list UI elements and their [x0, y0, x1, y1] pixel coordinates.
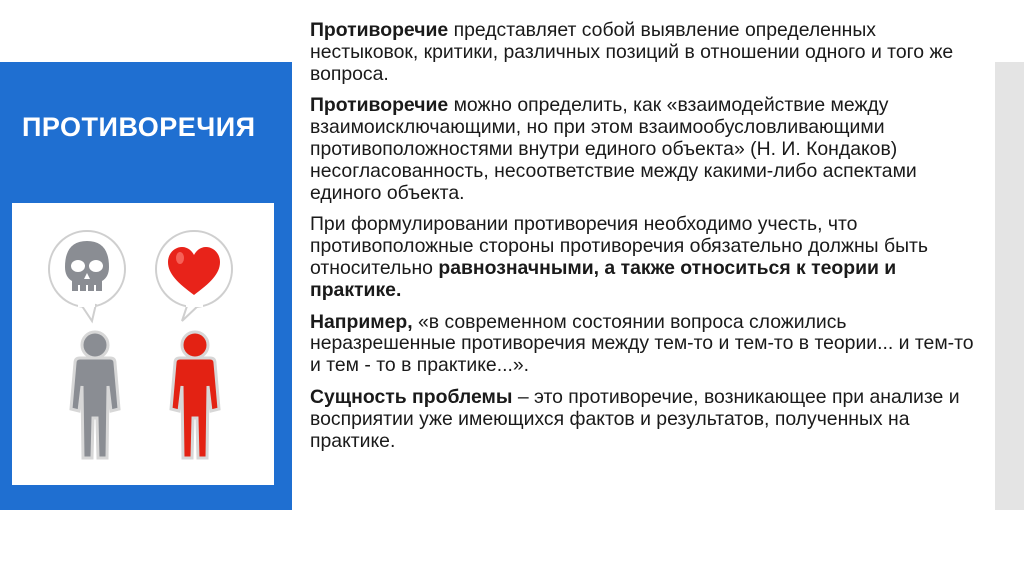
paragraph-text: «в современном состоянии вопроса сложились неразрешенные противоречия между тем-то и тем-то в теории... и тем-то и тем - то в практике...». [310, 310, 974, 377]
skull-bubble [49, 231, 125, 321]
paragraph-text: представляет собой выявление определенных нестыковок, критики, различных позиций в отношении одного и того же вопроса. [310, 19, 954, 85]
bold-phrase: равнозначными, а также относиться к теории и практике. [310, 256, 897, 301]
side-strip [995, 62, 1024, 510]
heart-bubble [156, 231, 232, 321]
grey-person [71, 332, 119, 458]
slide-title: ПРОТИВОРЕЧИЯ [22, 112, 256, 142]
paragraph-formulation [310, 214, 986, 301]
content-text [310, 20, 986, 462]
lead-term: Например, [310, 310, 413, 333]
red-person [171, 332, 219, 458]
lead-term: Противоречие [310, 19, 449, 41]
paragraph-text: можно определить, как «взаимодействие между взаимоисключающими, но при этом взаимообусловливающими противоположностями внутри единого объекта» (Н. И. Кондаков) несогласованность, несоответствие между какими-либо аспектами единого объекта. [310, 94, 917, 204]
lead-term: Противоречие [310, 94, 449, 117]
lead-term: Сущность проблемы [310, 385, 513, 408]
illustration [12, 203, 274, 485]
paragraph-essence [310, 387, 986, 452]
paragraph-text: При формулировании противоречия необходимо учесть, что противоположные стороны противоречия обязательно должны быть относительно [310, 213, 929, 279]
paragraph-example [310, 312, 986, 377]
paragraph-definition [310, 20, 986, 85]
paragraph-text: – это противоречие, возникающее при анализе и восприятии уже имеющихся фактов и результатов, полученных на практике. [310, 385, 960, 452]
paragraph-kondakov [310, 95, 986, 204]
